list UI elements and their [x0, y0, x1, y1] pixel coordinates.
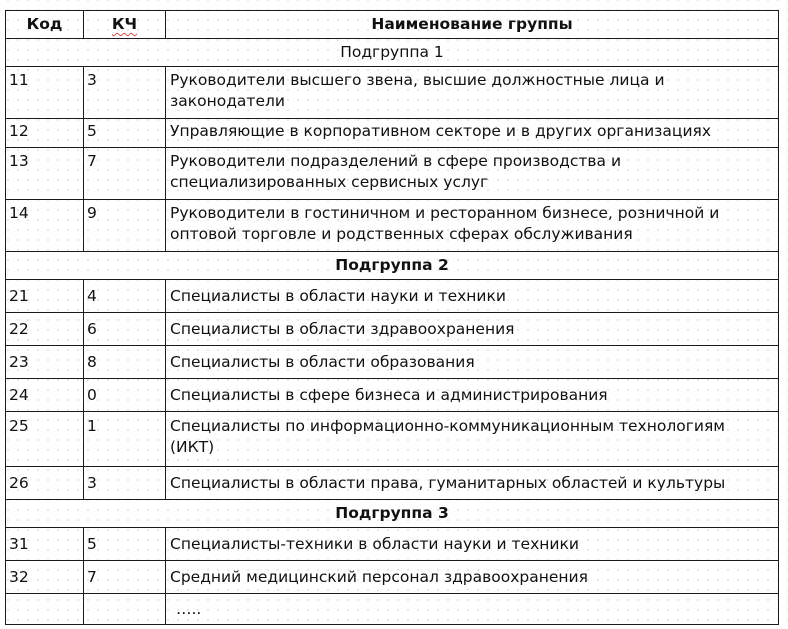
subgroup-row [6, 252, 779, 280]
row-code: 14 [6, 200, 84, 252]
row-code: 12 [6, 119, 84, 148]
row-code: 13 [6, 148, 84, 200]
row-kch: 3 [84, 467, 166, 500]
row-code: 25 [6, 412, 84, 467]
subgroup-title: Подгруппа 1 [6, 39, 779, 67]
subgroup-row [6, 39, 779, 67]
row-code: 11 [6, 67, 84, 119]
row-name: Специалисты в области здравоохранения [166, 313, 779, 346]
subgroup-row [6, 500, 779, 528]
header-code: Код [6, 11, 84, 39]
subgroup-title: Подгруппа 2 [6, 252, 779, 280]
row-name: Руководители в гостиничном и ресторанном бизнесе, розничной и оптовой торговле и родственных сферах обслуживания [166, 200, 779, 252]
row-name: Средний медицинский персонал здравоохранения [166, 561, 779, 594]
row-kch: 7 [84, 148, 166, 200]
row-name: Специалисты в сфере бизнеса и администрирования [166, 379, 779, 412]
row-kch: 3 [84, 67, 166, 119]
table-header-row [6, 11, 779, 39]
table-row [6, 67, 779, 119]
table-row [6, 280, 779, 313]
row-name: Руководители высшего звена, высшие должностные лица и законодатели [166, 67, 779, 119]
row-kch: 9 [84, 200, 166, 252]
row-code: 23 [6, 346, 84, 379]
row-kch [84, 594, 166, 625]
table-row [6, 594, 779, 625]
row-code: 26 [6, 467, 84, 500]
row-kch: 1 [84, 412, 166, 467]
table-row [6, 561, 779, 594]
row-kch: 0 [84, 379, 166, 412]
row-kch: 6 [84, 313, 166, 346]
row-name: Управляющие в корпоративном секторе и в других организациях [166, 119, 779, 148]
row-code: 22 [6, 313, 84, 346]
row-name: Руководители подразделений в сфере производства и специализированных сервисных услуг [166, 148, 779, 200]
table-row [6, 313, 779, 346]
row-kch: 4 [84, 280, 166, 313]
row-kch: 5 [84, 528, 166, 561]
subgroup-title: Подгруппа 3 [6, 500, 779, 528]
row-name: Специалисты в области образования [166, 346, 779, 379]
row-name: Специалисты по информационно-коммуникационным технологиям (ИКТ) [166, 412, 779, 467]
header-kch [84, 11, 166, 39]
row-code: 24 [6, 379, 84, 412]
row-ellipsis: ….. [166, 594, 779, 625]
header-kch-label: КЧ [111, 15, 138, 33]
row-name: Специалисты-техники в области науки и техники [166, 528, 779, 561]
row-code: 31 [6, 528, 84, 561]
table-row [6, 200, 779, 252]
table-row [6, 379, 779, 412]
table-row [6, 346, 779, 379]
row-kch: 8 [84, 346, 166, 379]
row-kch: 5 [84, 119, 166, 148]
occupation-groups-table [5, 10, 779, 625]
row-kch: 7 [84, 561, 166, 594]
row-code: 21 [6, 280, 84, 313]
table-row [6, 148, 779, 200]
table-row [6, 528, 779, 561]
header-name: Наименование группы [166, 11, 779, 39]
table-row [6, 467, 779, 500]
row-name: Специалисты в области права, гуманитарных областей и культуры [166, 467, 779, 500]
row-name: Специалисты в области науки и техники [166, 280, 779, 313]
row-code [6, 594, 84, 625]
table-row [6, 119, 779, 148]
row-code: 32 [6, 561, 84, 594]
table-row [6, 412, 779, 467]
